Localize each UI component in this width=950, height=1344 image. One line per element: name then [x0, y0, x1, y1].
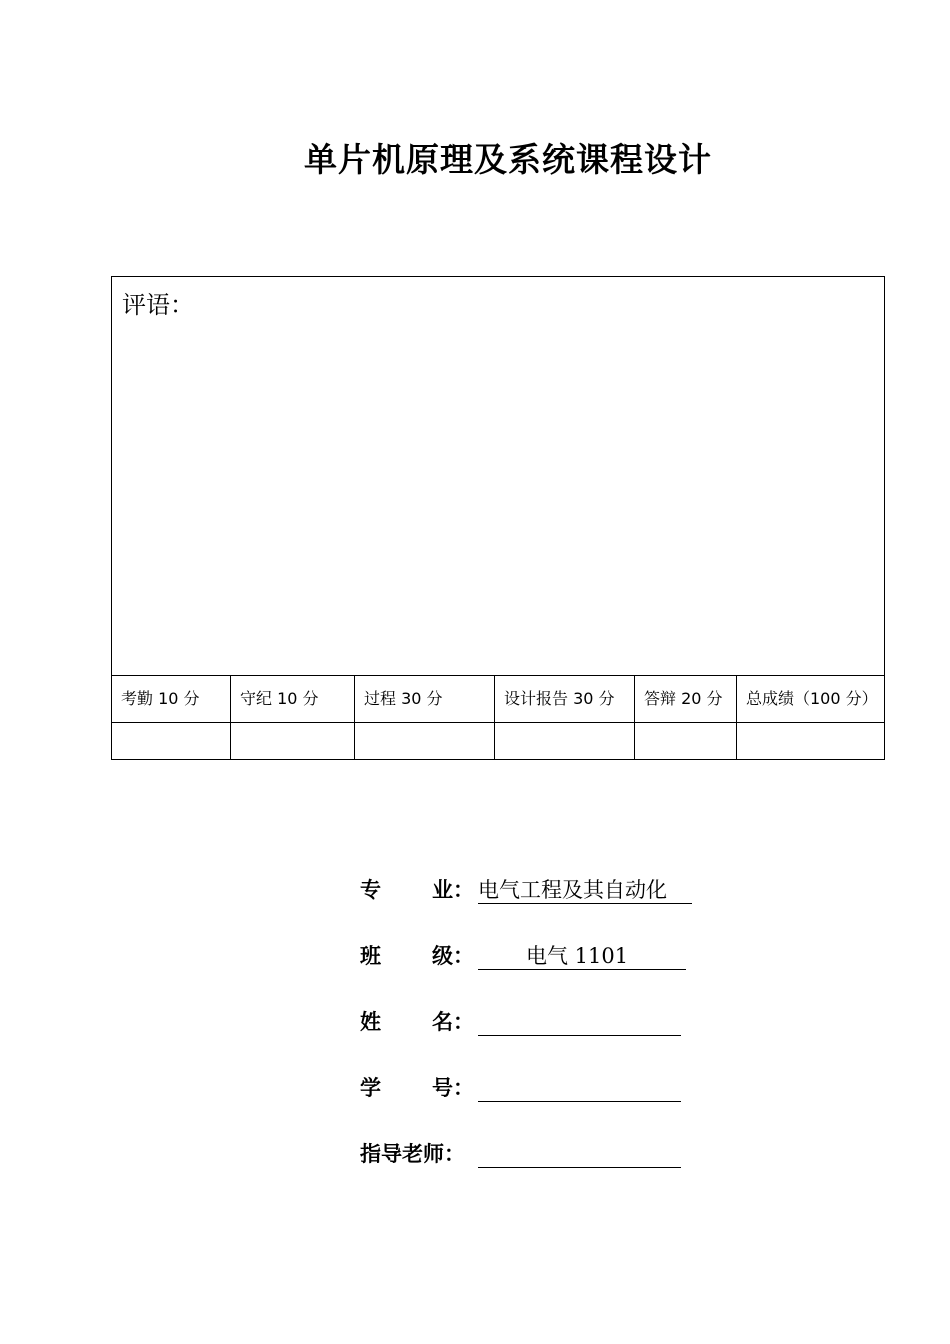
score-process-cell[interactable]	[355, 723, 495, 760]
score-defense-cell[interactable]	[635, 723, 737, 760]
score-header-row	[112, 676, 885, 723]
score-total-cell[interactable]	[737, 723, 885, 760]
major-label: 专 业：	[360, 878, 474, 902]
class-line	[360, 940, 686, 970]
score-value-row	[112, 723, 885, 760]
document-title: 单片机原理及系统课程设计	[304, 140, 712, 179]
student-id-value[interactable]	[478, 1075, 681, 1102]
class-value[interactable]: 电气 1101	[478, 943, 686, 970]
comment-row	[112, 277, 885, 676]
major-value[interactable]: 电气工程及其自动化	[478, 877, 692, 904]
header-total-score: 总成绩（100 分）	[737, 676, 885, 723]
header-attendance: 考勤 10 分	[112, 676, 231, 723]
header-discipline: 守纪 10 分	[231, 676, 355, 723]
class-label: 班 级：	[360, 944, 474, 968]
header-defense: 答辩 20 分	[635, 676, 737, 723]
comment-cell[interactable]	[112, 277, 885, 676]
advisor-label: 指导老师：	[360, 1142, 465, 1166]
comment-label: 评语：	[122, 291, 194, 319]
student-id-line	[360, 1072, 681, 1102]
header-design-report: 设计报告 30 分	[495, 676, 635, 723]
name-value[interactable]	[478, 1009, 681, 1036]
advisor-value[interactable]	[478, 1141, 681, 1168]
name-label: 姓 名：	[360, 1010, 474, 1034]
score-attendance-cell[interactable]	[112, 723, 231, 760]
major-line	[360, 874, 692, 904]
evaluation-table	[111, 276, 885, 760]
score-discipline-cell[interactable]	[231, 723, 355, 760]
advisor-line	[360, 1138, 681, 1168]
student-id-label: 学 号：	[360, 1076, 474, 1100]
name-line	[360, 1006, 681, 1036]
score-design-report-cell[interactable]	[495, 723, 635, 760]
header-process: 过程 30 分	[355, 676, 495, 723]
